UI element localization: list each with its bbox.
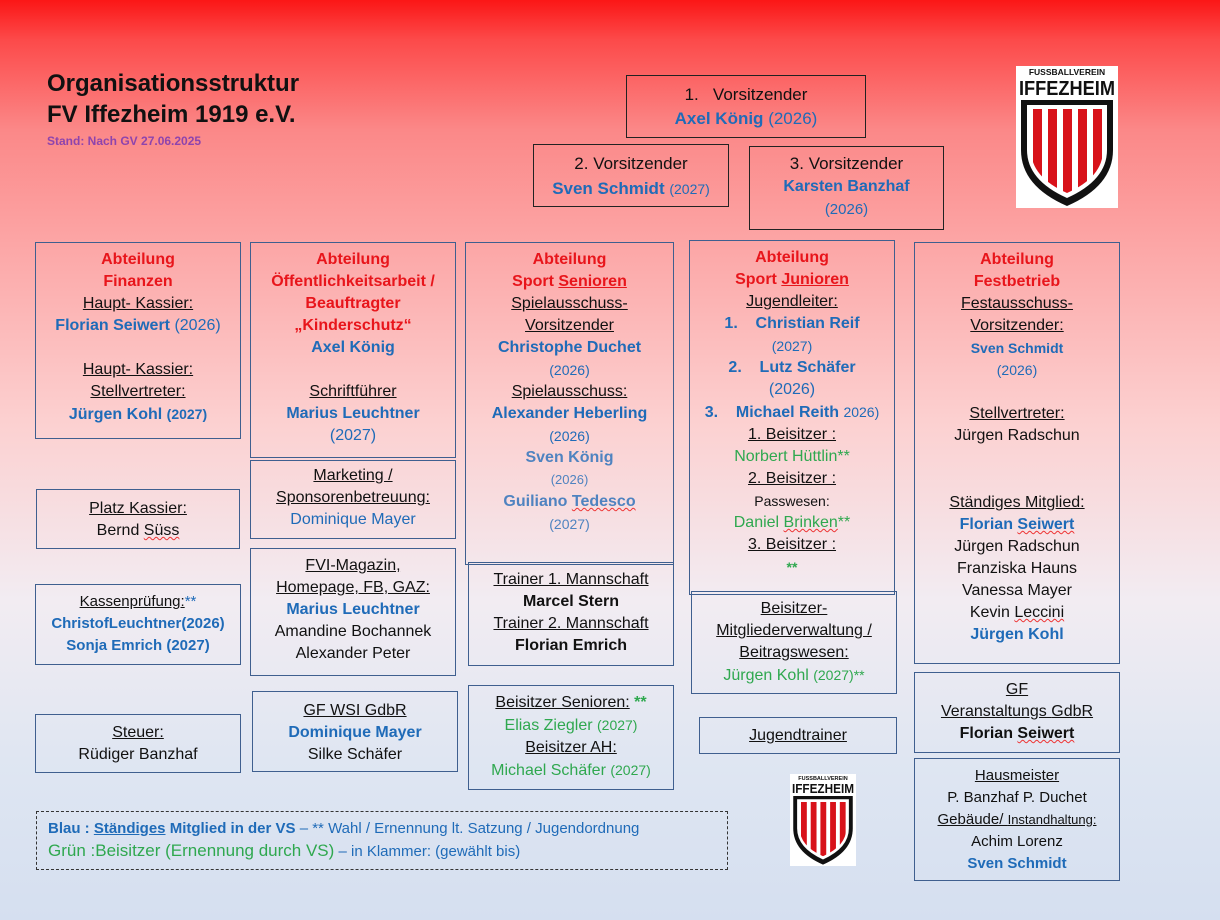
v2-name: Sven Schmidt: [552, 179, 665, 198]
logo-text-main: IFFEZHEIM: [1019, 78, 1115, 100]
mitglied-role-2: Mitgliederverwaltung /: [716, 622, 872, 639]
finanzen-title-2: Finanzen: [103, 273, 173, 290]
mitglied-year: (2027)**: [813, 667, 865, 683]
finanzen-role-2a: Haupt- Kassier:: [82, 361, 194, 378]
abteilung-festbetrieb: [914, 242, 1120, 664]
finanzen-role-2b: Stellvertreter:: [90, 383, 186, 400]
fest-role-1b: Vorsitzender:: [970, 317, 1064, 334]
v2-year: (2027): [669, 181, 710, 197]
beisitzer-mitgliederverwaltung: [691, 591, 897, 694]
senioren-role-1b: Vorsitzender: [525, 317, 614, 334]
junioren-j2-num: 2.: [728, 359, 742, 376]
abteilung-sport-junioren: [689, 240, 895, 595]
page-title: [47, 68, 299, 130]
v1-name: Axel König: [674, 109, 764, 128]
junioren-j1-year: (2027): [771, 338, 813, 354]
oeff-role-2: Schriftführer: [309, 383, 397, 400]
oeff-title-3: Beauftragter: [305, 295, 401, 312]
fest-member-5: Jürgen Kohl: [970, 626, 1064, 643]
logo-small-text-main: IFFEZHEIM: [791, 780, 855, 796]
finanzen-role-1: Haupt- Kassier:: [82, 295, 194, 312]
legend-green-klammer: – in Klammer: (gewählt bis): [334, 843, 521, 860]
beisitzer-sen-name-1: Elias Ziegler: [504, 717, 593, 734]
fest-role-2: Stellvertreter:: [969, 405, 1065, 422]
legend-blue-staendiges: Ständiges: [93, 820, 166, 837]
junioren-j2-name: Lutz Schäfer: [759, 359, 856, 376]
club-logo: [1016, 66, 1118, 208]
beisitzer-sen-role-2: Beisitzer AH:: [525, 739, 617, 756]
senioren-year-4: (2027): [549, 516, 590, 532]
fest-name-3a: Florian: [959, 516, 1018, 533]
fvi-name-1: Marius Leuchtner: [286, 601, 420, 618]
junioren-b1-role: 1. Beisitzer :: [747, 426, 837, 443]
legend-green-label: Grün :Beisitzer (Ernennung durch VS): [48, 841, 335, 860]
wsi-name-1: Dominique Mayer: [288, 724, 422, 741]
haus-name-1: Achim Lorenz: [971, 833, 1063, 850]
fest-role-1a: Festausschuss-: [960, 295, 1074, 312]
gf-wsi: [252, 691, 458, 772]
senioren-role-2: Spielausschuss:: [511, 383, 628, 400]
marketing-role-2: Sponsorenbetreuung:: [276, 489, 430, 506]
junioren-j3-num: 3.: [704, 404, 719, 421]
senioren-name-1: Christophe Duchet: [497, 339, 642, 356]
gfv-role-2b: GdbR: [1051, 703, 1094, 720]
hausmeister: [914, 758, 1120, 881]
abteilung-finanzen: [35, 242, 241, 439]
fest-title-1: Abteilung: [980, 251, 1054, 268]
junioren-j3-year: 2026): [843, 404, 880, 420]
junioren-b1-name: Norbert Hüttlin**: [734, 448, 850, 465]
kasse-name-2: Sonja Emrich (2027): [66, 637, 210, 654]
junioren-j1-num: 1.: [724, 315, 738, 332]
junioren-b2-sub: Passwesen:: [754, 493, 830, 509]
v3-year: (2026): [824, 201, 869, 218]
fest-member-4b: Leccini: [1014, 604, 1065, 621]
beisitzer-sen-year-1: (2027): [597, 717, 638, 733]
board-1-vorsitzender: [626, 75, 866, 138]
finanzen-title-1: Abteilung: [101, 251, 175, 268]
fest-role-3: Ständiges Mitglied:: [949, 494, 1085, 511]
beisitzer-sen-year-2: (2027): [610, 762, 651, 778]
trainer-name-1: Marcel Stern: [522, 593, 620, 610]
finanzen-name-2: Jürgen Kohl: [68, 406, 163, 423]
marketing: [250, 460, 456, 539]
senioren-title-2b: Senioren: [558, 273, 627, 290]
board-3-vorsitzender: [749, 146, 944, 230]
fest-member-4a: Kevin: [969, 604, 1015, 621]
mitglied-role-3: Beitragswesen:: [739, 644, 849, 661]
senioren-name-4a: Guiliano: [503, 493, 572, 510]
mitglied-role-1: Beisitzer-: [760, 600, 828, 617]
senioren-title-1: Abteilung: [532, 251, 607, 268]
kasse-role: Kassenprüfung:: [79, 593, 185, 610]
gf-veranstaltungs: [914, 672, 1120, 753]
gfv-role-1: GF: [1005, 681, 1029, 698]
abteilung-sport-senioren: [465, 242, 674, 565]
beisitzer-sen-mark: **: [629, 694, 647, 711]
fvi-magazin: [250, 548, 456, 676]
senioren-title-2a: Sport: [512, 273, 559, 290]
legend-blue-mitglied: Mitglied in der VS: [165, 820, 296, 837]
oeff-title-1: Abteilung: [316, 251, 390, 268]
fvi-role-1: FVI-Magazin,: [305, 557, 401, 574]
stand-date: Stand: Nach GV 27.06.2025: [47, 134, 202, 148]
jugendtrainer-role: Jugendtrainer: [749, 727, 847, 744]
junioren-b2-role: 2. Beisitzer :: [747, 470, 837, 487]
fest-name-3b: Seiwert: [1017, 516, 1075, 533]
trainer-role-1: Trainer 1. Mannschaft: [493, 571, 649, 588]
v3-label: 3. Vorsitzender: [789, 154, 904, 173]
fvi-role-2: Homepage, FB, GAZ:: [276, 579, 430, 596]
fest-name-1: Sven Schmidt: [970, 340, 1064, 356]
legend: [36, 811, 728, 870]
junioren-title-1: Abteilung: [755, 249, 829, 266]
mitglied-name: Jürgen Kohl: [723, 667, 809, 684]
platz-name-a: Bernd: [96, 522, 144, 539]
finanzen-year-2: (2027): [166, 406, 208, 422]
wsi-role: GF WSI GdbR: [303, 702, 407, 719]
fest-title-2: Festbetrieb: [973, 273, 1061, 290]
v1-label: 1. Vorsitzender: [684, 85, 808, 104]
finanzen-year-1: (2026): [174, 317, 221, 334]
finanzen-name-1: Florian Seiwert: [55, 317, 170, 334]
junioren-j3-name: Michael Reith: [735, 404, 839, 421]
oeff-name-1: Axel König: [311, 339, 395, 356]
fest-member-3: Vanessa Mayer: [962, 582, 1072, 599]
platz-name-b: Süss: [143, 522, 180, 539]
legend-blue-wahl: – ** Wahl / Ernennung lt. Satzung / Jugendordnung: [295, 820, 640, 837]
gfv-name-a: Florian: [959, 725, 1018, 742]
junioren-title-2b: Junioren: [781, 271, 849, 288]
trainer: [468, 562, 674, 666]
board-2-vorsitzender: [533, 144, 729, 207]
junioren-b2-name-b: Brinken: [783, 514, 838, 531]
beisitzer-sen-name-2: Michael Schäfer: [491, 762, 606, 779]
logo-text-top: FUSSBALLVEREIN: [1028, 67, 1106, 77]
title-line-2: FV Iffezheim 1919 e.V.: [47, 101, 296, 128]
senioren-name-3: Sven König: [525, 449, 614, 466]
legend-blue-label: Blau :: [48, 820, 94, 837]
logo-small-text-top: FUSSBALLVEREIN: [798, 775, 848, 782]
fest-name-2: Jürgen Radschun: [954, 427, 1080, 444]
fvi-name-2: Amandine Bochannek: [274, 623, 432, 640]
haus-name-2: Sven Schmidt: [967, 855, 1067, 872]
abteilung-oeffentlichkeitsarbeit: [250, 242, 456, 458]
marketing-role-1: Marketing /: [313, 467, 393, 484]
club-logo-small: [790, 774, 856, 866]
oeff-name-2: Marius Leuchtner: [286, 405, 420, 422]
steuer-role: Steuer:: [112, 724, 164, 741]
fest-year-1: (2026): [996, 362, 1038, 378]
fest-member-2: Franziska Hauns: [956, 560, 1078, 577]
haus-role-2a: Gebäude/: [937, 811, 1008, 828]
platz-role: Platz Kassier:: [89, 500, 187, 517]
junioren-role-1: Jugendleiter:: [746, 293, 838, 310]
fest-member-1: Jürgen Radschun: [954, 538, 1080, 555]
trainer-role-2: Trainer 2. Mannschaft: [493, 615, 649, 632]
marketing-name: Dominique Mayer: [290, 511, 416, 528]
senioren-year-3: (2026): [550, 472, 589, 487]
oeff-year-2: (2027): [329, 427, 377, 444]
haus-names: P. Banzhaf P. Duchet: [947, 789, 1087, 806]
jugendtrainer: [699, 717, 897, 754]
senioren-role-1a: Spielausschuss-: [511, 295, 628, 312]
junioren-b2-name-a: Daniel: [733, 514, 784, 531]
oeff-title-2: Öffentlichkeitsarbeit /: [271, 273, 435, 290]
platz-kassier: [36, 489, 240, 549]
kasse-mark: **: [184, 593, 197, 610]
senioren-year-2: (2026): [549, 428, 590, 444]
gfv-name-b: Seiwert: [1017, 725, 1075, 742]
senioren-name-2: Alexander Heberling: [491, 405, 648, 422]
fvi-name-3: Alexander Peter: [295, 645, 411, 662]
junioren-j1-name: Christian Reif: [755, 315, 860, 332]
haus-role-1: Hausmeister: [974, 767, 1060, 784]
wsi-name-2: Silke Schäfer: [307, 746, 403, 763]
senioren-name-4b: Tedesco: [571, 493, 636, 510]
haus-role-2b: Instandhaltung:: [1007, 812, 1097, 827]
beisitzer-senioren: [468, 685, 674, 790]
steuer-name: Rüdiger Banzhaf: [78, 746, 198, 763]
junioren-j2-year: (2026): [768, 381, 816, 398]
steuer: [35, 714, 241, 773]
junioren-b2-name-c: **: [837, 514, 851, 531]
title-line-1: Organisationsstruktur: [47, 70, 300, 97]
v2-label: 2. Vorsitzender: [574, 154, 688, 173]
junioren-b3-mark: **: [786, 559, 798, 575]
beisitzer-sen-role-1: Beisitzer Senioren:: [495, 694, 630, 711]
v3-name: Karsten Banzhaf: [783, 178, 910, 195]
kasse-name-1: ChristofLeuchtner(2026): [51, 615, 225, 632]
senioren-year-1: (2026): [549, 362, 590, 378]
oeff-title-4: „Kinderschutz“: [294, 317, 412, 334]
junioren-b3-role: 3. Beisitzer :: [747, 536, 837, 553]
v1-year: (2026): [768, 109, 818, 128]
trainer-name-2: Florian Emrich: [514, 637, 628, 654]
junioren-title-2a: Sport: [735, 271, 782, 288]
kassenpruefung: [35, 584, 241, 665]
gfv-role-2a: Veranstaltungs: [940, 703, 1052, 720]
